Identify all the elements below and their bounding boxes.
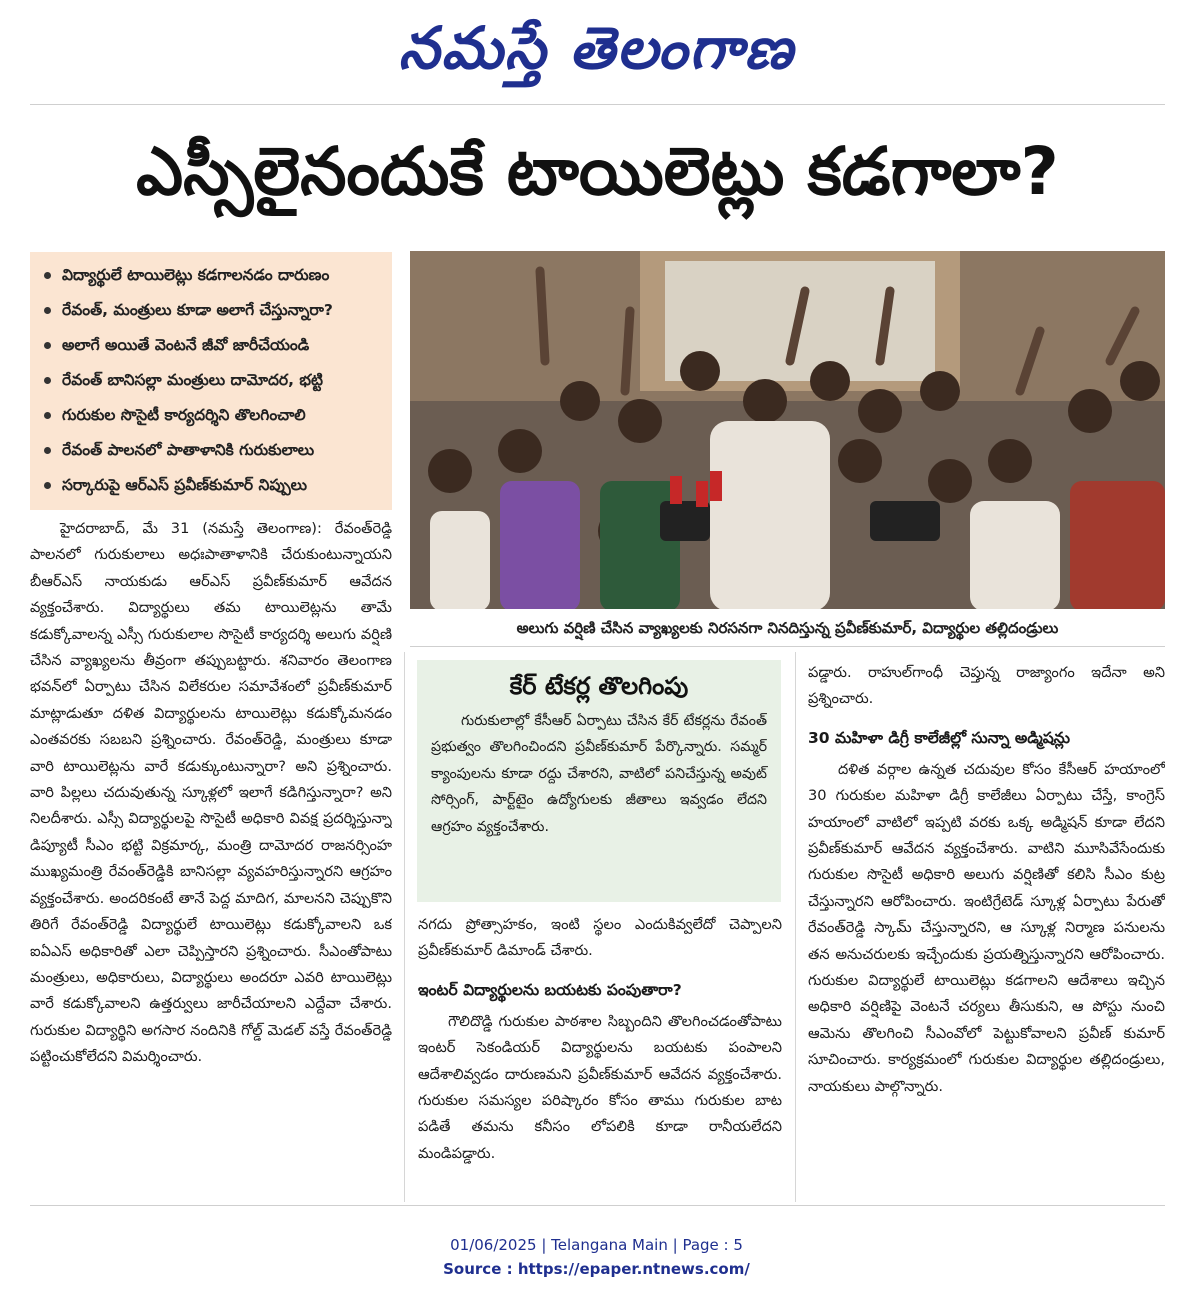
highlight-item: రేవంత్, మంత్రులు కూడా అలాగే చేస్తున్నారా?	[42, 293, 382, 328]
article-paragraph: పడ్డారు. రాహుల్‌గాంధీ చెప్తున్న రాజ్యాంగం ఇదేనా అని ప్రశ్నించారు.	[808, 664, 1165, 708]
article-paragraph: నగదు ప్రోత్సాహకం, ఇంటి స్థలం ఎందుకివ్వలేదో చెప్పాలని ప్రవీణ్‌కుమార్ డిమాండ్ చేశారు.	[418, 916, 782, 960]
top-divider	[30, 104, 1165, 105]
sidebar-box-text: గురుకులాల్లో కేసీఆర్ ఏర్పాటు చేసిన కేర్ టేకర్లను రేవంత్ ప్రభుత్వం తొలగించిందని ప్రవీణ్‌కుమార్ పేర్కొన్నారు. సమ్మర్ క్యాంపులను కూడా రద్దు చేశారని, వాటిలో పనిచేస్తున్న అవుట్ సోర్సింగ్, పార్ట్‌టైం ఉద్యోగులకు జీతాలు ఇవ్వడం లేదని ఆగ్రహం వ్యక్తంచేశారు.	[431, 713, 767, 835]
protest-photo-illustration	[410, 251, 1165, 609]
article-paragraph: గౌలిదొడ్డి గురుకుల పాఠశాల సిబ్బందిని తొలగించడంతోపాటు ఇంటర్ సెకండియర్ విద్యార్థులను బయటకు పంపాలని ఆదేశాలివ్వడం దారుణమని ప్రవీణ్‌కుమార్ ఆవేదన వ్యక్తంచేశారు. గురుకుల సమస్యల పరిష్కారం కోసం తాము గురుకుల బాట పడితే తమను కనీసం లోపలికి కూడా రానీయలేదని మండిపడ్డారు.	[418, 1012, 782, 1162]
footer-date-page: 01/06/2025 | Telangana Main | Page : 5	[450, 1236, 743, 1254]
photo-caption: అలుగు వర్షిణి చేసిన వ్యాఖ్యలకు నిరసనగా నినదిస్తున్న ప్రవీణ్‌కుమార్, విద్యార్థుల తల్లిదండ్రులు	[516, 619, 1059, 637]
highlight-item: సర్కారుపై ఆర్ఎస్ ప్రవీణ్‌కుమార్ నిప్పులు	[42, 468, 382, 503]
sidebar-box	[417, 660, 781, 902]
highlights-box	[30, 252, 392, 510]
highlight-item: గురుకుల సొసైటీ కార్యదర్శిని తొలగించాలి	[42, 398, 382, 433]
news-photo	[410, 251, 1165, 609]
article-column-3	[808, 660, 1165, 1200]
footer-source: Source : https://epaper.ntnews.com/	[443, 1260, 750, 1278]
highlight-item: అలాగే అయితే వెంటనే జీవో జారీచేయండి	[42, 328, 382, 363]
article-paragraph: హైదరాబాద్, మే 31 (నమస్తే తెలంగాణ): రేవంత్‌రెడ్డి పాలనలో గురుకులాలు అధఃపాతాళానికి చేరుకుంటున్నాయని బీఆర్ఎస్ నాయకుడు ఆర్ఎస్ ప్రవీణ్‌కుమార్ ఆవేదన వ్యక్తంచేశారు. విద్యార్థులు తమ టాయిలెట్లను తామే కడుక్కోవాలన్న ఎస్సీ గురుకులాల సొసైటీ కార్యదర్శి అలుగు వర్షిణి చేసిన వ్యాఖ్యలను తీవ్రంగా తప్పుబట్టారు. శనివారం తెలంగాణ భవన్‌లో ఏర్పాటు చేసిన విలేకరుల సమావేశంలో ప్రవీణ్‌కుమార్ మాట్లాడుతూ దళిత విద్యార్థులను టాయిలెట్లు కడుక్కోమనడం ఎంతవరకు సబబని ప్రశ్నించారు. రేవంత్‌రెడ్డి, మంత్రులు కూడా వారి టాయిలెట్లను వారే కడుక్కుంటున్నారా? అని ప్రశ్నించారు. వారి పిల్లలు చదువుతున్న స్కూళ్లలో ఇలాగే కడిగిస్తున్నారా? అని నిలదీశారు. ఎస్సీ విద్యార్థులపై సొసైటీ అధికారి వివక్ష ప్రదర్శిస్తున్నా డిప్యూటీ సీఎం భట్టి విక్రమార్క, మంత్రి దామోదర రాజనర్సింహ ముఖ్యమంత్రి రేవంత్‌రెడ్డికి బానిసల్లా వ్యవహరిస్తున్నారని ఆగ్రహం వ్యక్తంచేశారు. అందరికంటే తానే పెద్ద మాదిగ, మాలనని చెప్పుకొని తిరిగే రేవంత్‌రెడ్డి విద్యార్థులే టాయిలెట్లు కడుక్కోవాలని ఒక ఐఏఎస్ అధికారితో ఎలా చెప్పిస్తారని ప్రశ్నించారు. సీఎంతోపాటు మంత్రులు, అధికారులు, విద్యార్థులు అందరూ ఎవరి టాయిలెట్లు వారే కడుక్కోవాలని ఉత్తర్వులు జారీచేయాలని ఎద్దేవా చేశారు. గురుకుల విద్యార్థిని అగసార నందినికి గోల్డ్ మెడల్ వస్తే రేవంత్‌రెడ్డి పట్టించుకోలేదని విమర్శించారు.	[30, 520, 392, 1066]
article-column-2	[418, 912, 782, 1202]
subheading: 30 మహిళా డిగ్రీ కాలేజీల్లో సున్నా అడ్మిషన్లు	[808, 728, 1071, 747]
sidebar-box-title: కేర్ టేకర్ల తొలగింపు	[509, 672, 689, 700]
footer	[0, 1233, 1193, 1281]
highlight-item: రేవంత్ బానిసల్లా మంత్రులు దామోదర, భట్టి	[42, 363, 382, 398]
article-paragraph: దళిత వర్గాల ఉన్నత చదువుల కోసం కేసీఆర్ హయాంలో 30 గురుకుల మహిళా డిగ్రీ కాలేజీలు ఏర్పాటు చేస్తే, కాంగ్రెస్ హయాంలో వాటిలో ఇప్పటి వరకు ఒక్క అడ్మిషన్ కూడా లేదని ప్రవీణ్‌కుమార్ ఆవేదన వ్యక్తంచేశారు. వాటిని మూసివేసేందుకు గురుకుల సొసైటీ అధికారి అలుగు వర్షిణితో కలిసి సీఎం కుట్ర చేస్తున్నారని ఆరోపించారు. ఇంటిగ్రేటెడ్ స్కూళ్ల ఏర్పాటు పేరుతో రేవంత్‌రెడ్డి స్కామ్ చేస్తున్నారని, ఆ స్కూళ్ల నిర్మాణ పనులను తన అనుచరులకు ఇచ్చేందుకు ప్రయత్నిస్తున్నారని ఆరోపించారు. గురుకుల విద్యార్థులే టాయిలెట్లు కడగాలని ఆదేశాలు ఇచ్చిన అధికారి వర్షిణిపై వెంటనే చర్యలు తీసుకుని, ఆ పోస్టు నుంచి ఆమెను తొలగించి సీఎంవోలో పెట్టుకోవాలని ప్రవీణ్ కుమార్ సూచించారు. కార్యక్రమంలో గురుకుల విద్యార్థుల తల్లిదండ్రులు, నాయకులు పాల్గొన్నారు.	[808, 760, 1165, 1095]
column-divider	[795, 652, 796, 1202]
article-column-1	[30, 516, 392, 1196]
headline: ఎస్సీలైనందుకే టాయిలెట్లు కడగాలా?	[136, 133, 1059, 210]
column-divider	[404, 652, 405, 1202]
subheading: ఇంటర్ విద్యార్థులను బయటకు పంపుతారా?	[418, 980, 682, 999]
highlight-item: రేవంత్ పాలనలో పాతాళానికి గురుకులాలు	[42, 433, 382, 468]
bottom-divider	[30, 1205, 1165, 1206]
masthead-logo: నమస్తే తెలంగాణ	[398, 14, 795, 82]
highlight-item: విద్యార్థులే టాయిలెట్లు కడగాలనడం దారుణం	[42, 258, 382, 293]
caption-divider	[410, 646, 1165, 647]
